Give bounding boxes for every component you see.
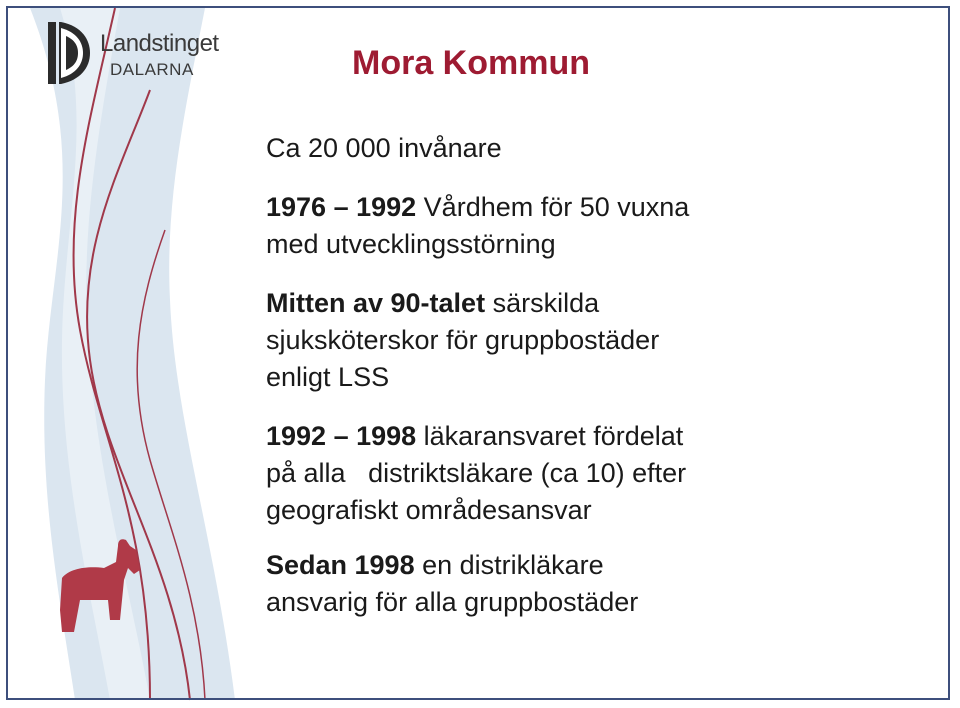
point-nurses-line-1 bbox=[266, 285, 866, 322]
point-since-1998-period: Sedan 1998 bbox=[266, 550, 415, 580]
point-care-home-line-2: med utvecklingsstörning bbox=[266, 229, 556, 259]
point-care-home-line-1 bbox=[266, 189, 866, 226]
slide-title: Mora Kommun bbox=[352, 44, 590, 82]
point-nurses bbox=[266, 285, 866, 396]
point-since-1998-line-2: ansvarig för alla gruppbostäder bbox=[266, 587, 639, 617]
landstinget-d-logo-icon bbox=[48, 20, 92, 86]
point-since-1998-desc: en distrikläkare bbox=[422, 550, 604, 580]
ribbon-shape bbox=[30, 8, 235, 700]
point-doctors-line-3: geografiskt områdesansvar bbox=[266, 495, 592, 525]
point-nurses-desc: särskilda bbox=[492, 288, 600, 318]
point-doctors-line-1 bbox=[266, 418, 866, 455]
point-doctors-line-2: på alla distriktsläkare (ca 10) efter bbox=[266, 458, 687, 488]
point-care-home bbox=[266, 189, 866, 263]
point-doctors-period: 1992 – 1998 bbox=[266, 421, 417, 451]
point-nurses-period: Mitten av 90-talet bbox=[266, 288, 486, 318]
landstinget-logo bbox=[48, 20, 238, 88]
logo-region: DALARNA bbox=[110, 60, 194, 79]
point-population-text: Ca 20 000 invånare bbox=[266, 133, 502, 163]
point-population bbox=[266, 130, 866, 167]
slide-body bbox=[266, 130, 866, 643]
point-since-1998-line-1 bbox=[266, 547, 866, 584]
point-nurses-line-2: sjuksköterskor för gruppbostäder bbox=[266, 325, 660, 355]
point-since-1998 bbox=[266, 547, 866, 621]
point-care-home-period: 1976 – 1992 bbox=[266, 192, 417, 222]
point-nurses-line-3: enligt LSS bbox=[266, 362, 390, 392]
point-doctors-desc: läkaransvaret fördelat bbox=[423, 421, 684, 451]
point-care-home-desc: Vårdhem för 50 vuxna bbox=[423, 192, 690, 222]
logo-name: Landstinget bbox=[100, 30, 219, 57]
point-doctors bbox=[266, 418, 866, 529]
